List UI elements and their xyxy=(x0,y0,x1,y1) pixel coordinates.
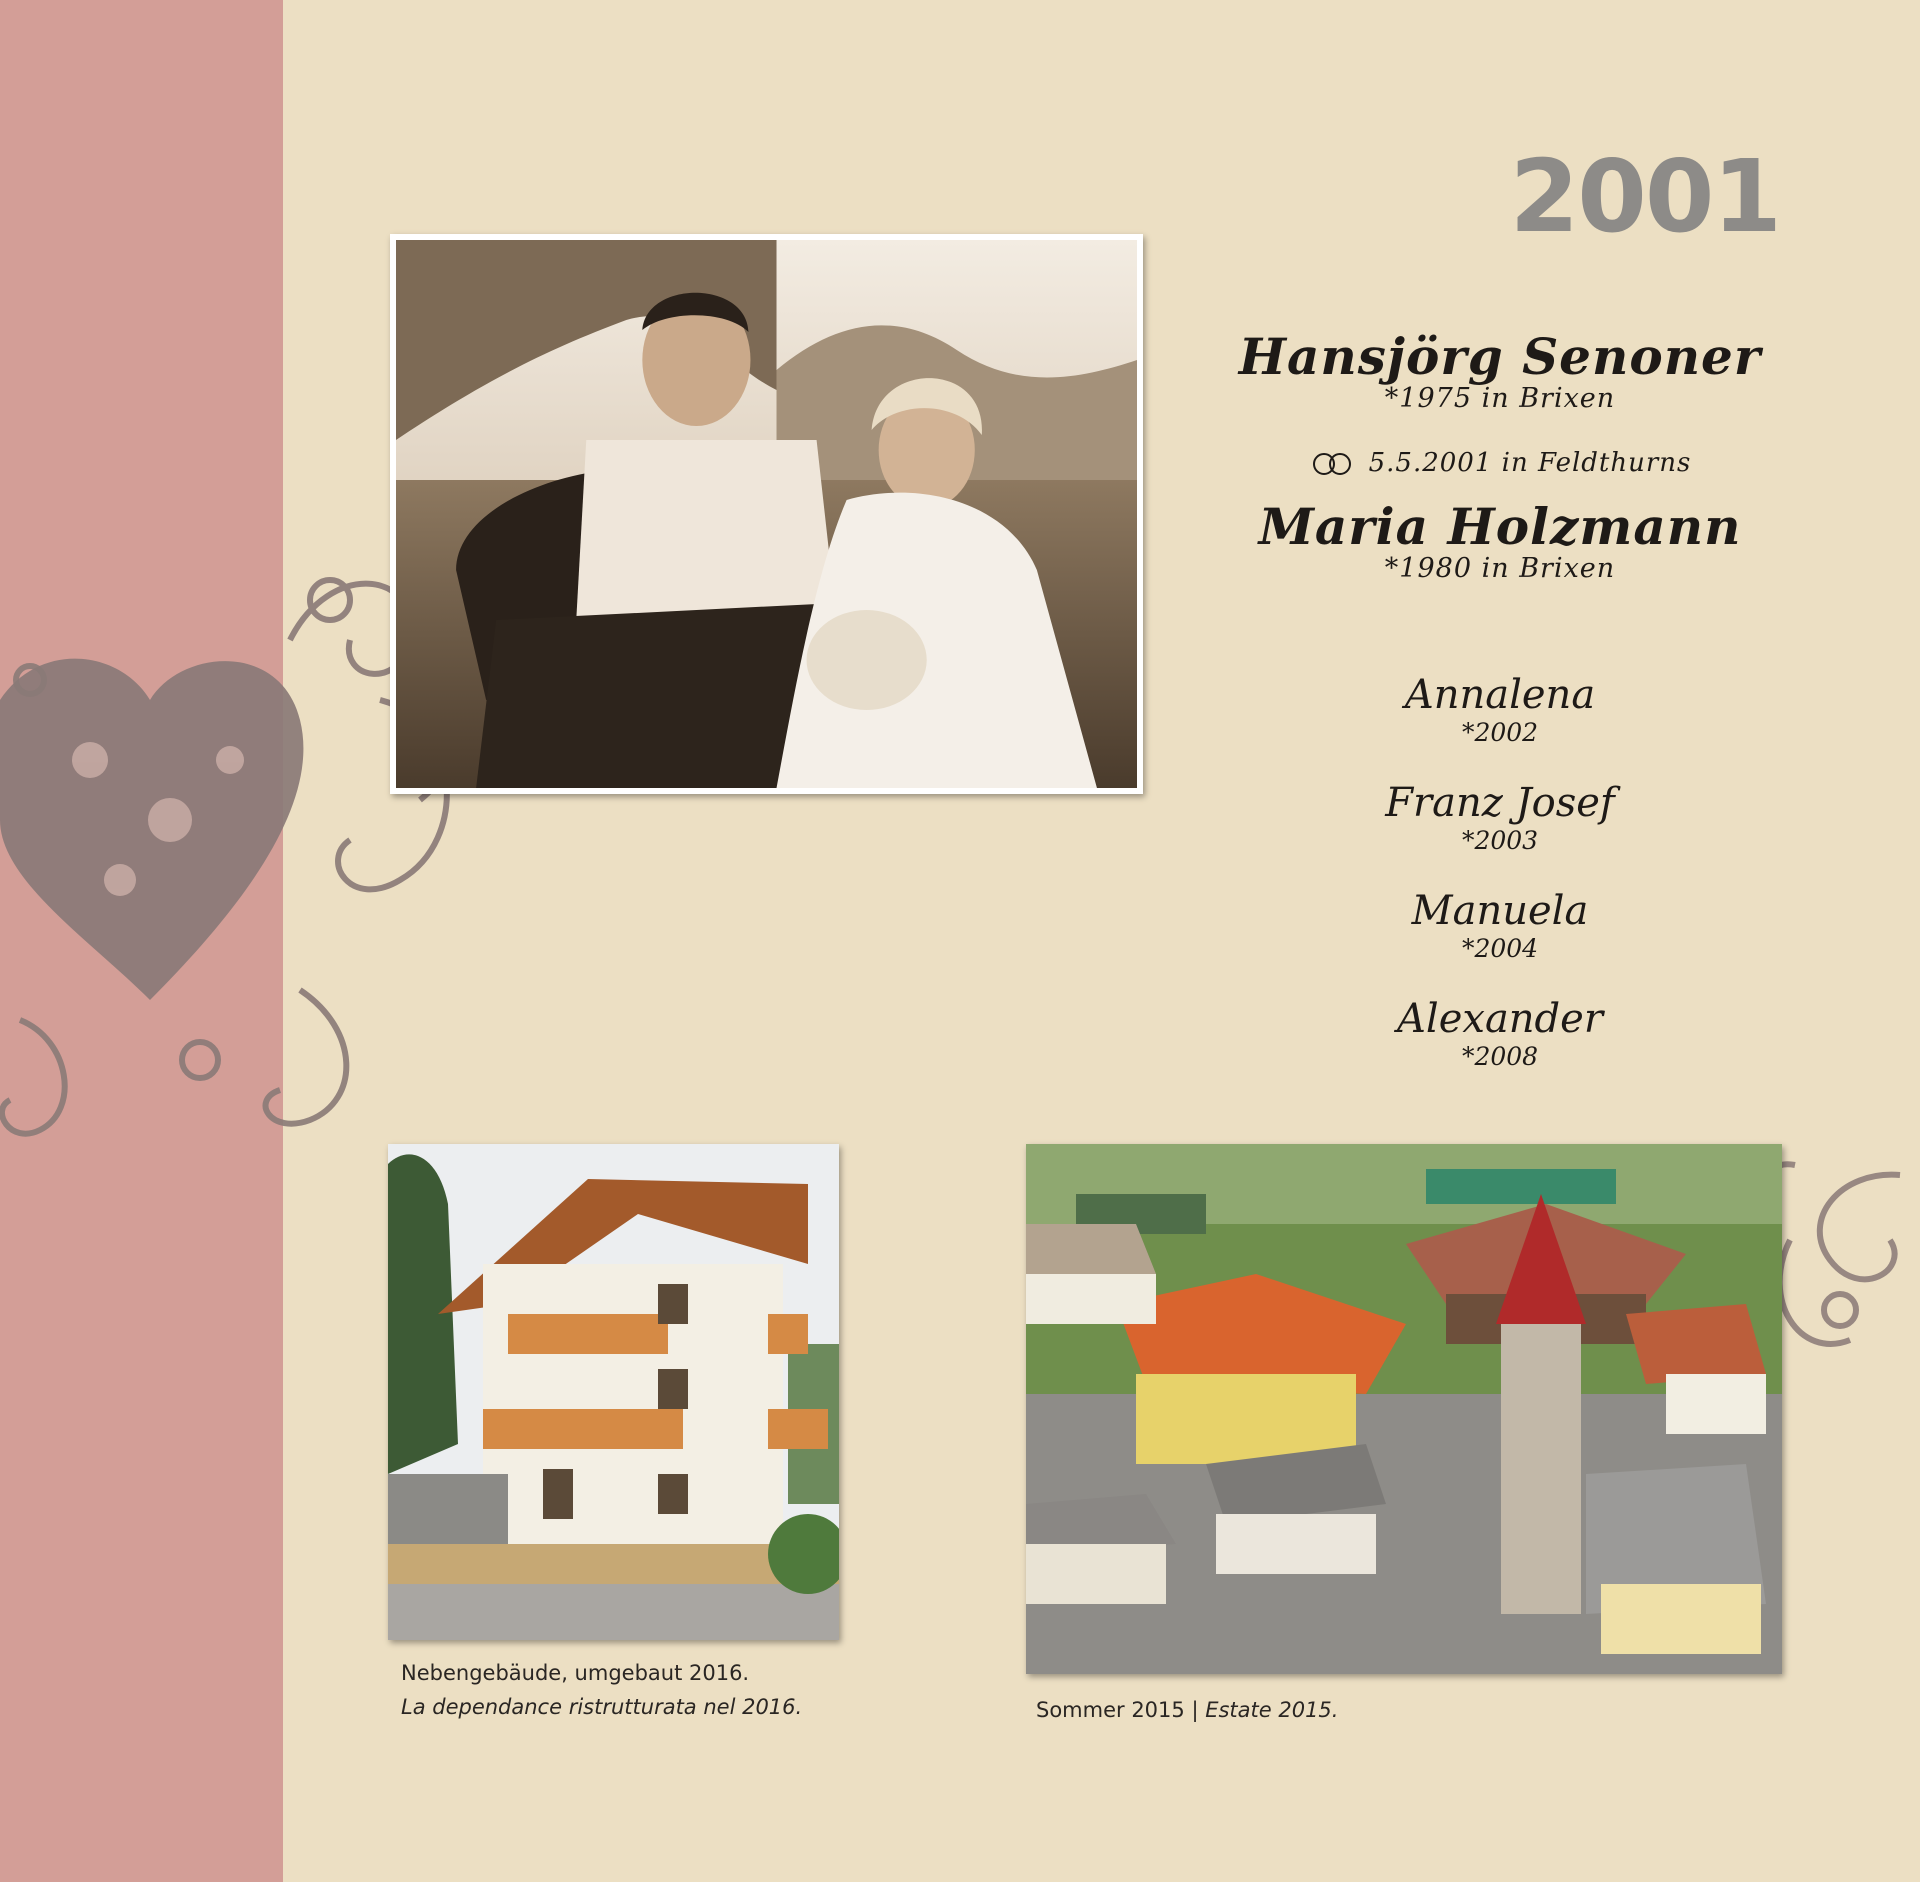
child-name: Manuela xyxy=(1411,888,1589,934)
dependance-caption-it: La dependance ristrutturata nel 2016. xyxy=(401,1695,803,1719)
child-birth: *2004 xyxy=(1461,934,1539,963)
wife-name: Maria Holzmann xyxy=(1258,497,1742,556)
dependance-photo xyxy=(388,1144,839,1640)
child-item xyxy=(1300,888,1700,996)
wedding-photo xyxy=(390,234,1143,794)
husband-birth: *1975 in Brixen xyxy=(1384,383,1616,414)
child-item xyxy=(1300,672,1700,780)
dependance-caption-de: Nebengebäude, umgebaut 2016. xyxy=(401,1661,750,1685)
child-item xyxy=(1300,780,1700,888)
child-item xyxy=(1300,996,1700,1104)
year-heading: 2001 xyxy=(1509,138,1780,255)
wedding-date xyxy=(1180,448,1820,478)
couple-info xyxy=(1180,327,1820,584)
village-caption xyxy=(1036,1693,1338,1727)
village-caption-de: Sommer 2015 | xyxy=(1036,1698,1206,1722)
child-birth: *2003 xyxy=(1461,826,1539,855)
child-birth: *2002 xyxy=(1461,718,1539,747)
wedding-text: 5.5.2001 in Feldthurns xyxy=(1368,448,1692,478)
children-list xyxy=(1300,672,1700,1104)
village-caption-it: Estate 2015. xyxy=(1205,1698,1339,1722)
husband-name: Hansjörg Senoner xyxy=(1238,327,1762,386)
side-band xyxy=(0,0,283,1882)
village-photo xyxy=(1026,1144,1782,1674)
child-name: Alexander xyxy=(1397,996,1603,1042)
child-birth: *2008 xyxy=(1461,1042,1539,1071)
child-name: Annalena xyxy=(1404,672,1596,718)
wife-birth: *1980 in Brixen xyxy=(1384,553,1616,584)
dependance-caption xyxy=(401,1656,802,1724)
child-name: Franz Josef xyxy=(1385,780,1615,826)
wedding-rings-icon xyxy=(1309,451,1357,477)
